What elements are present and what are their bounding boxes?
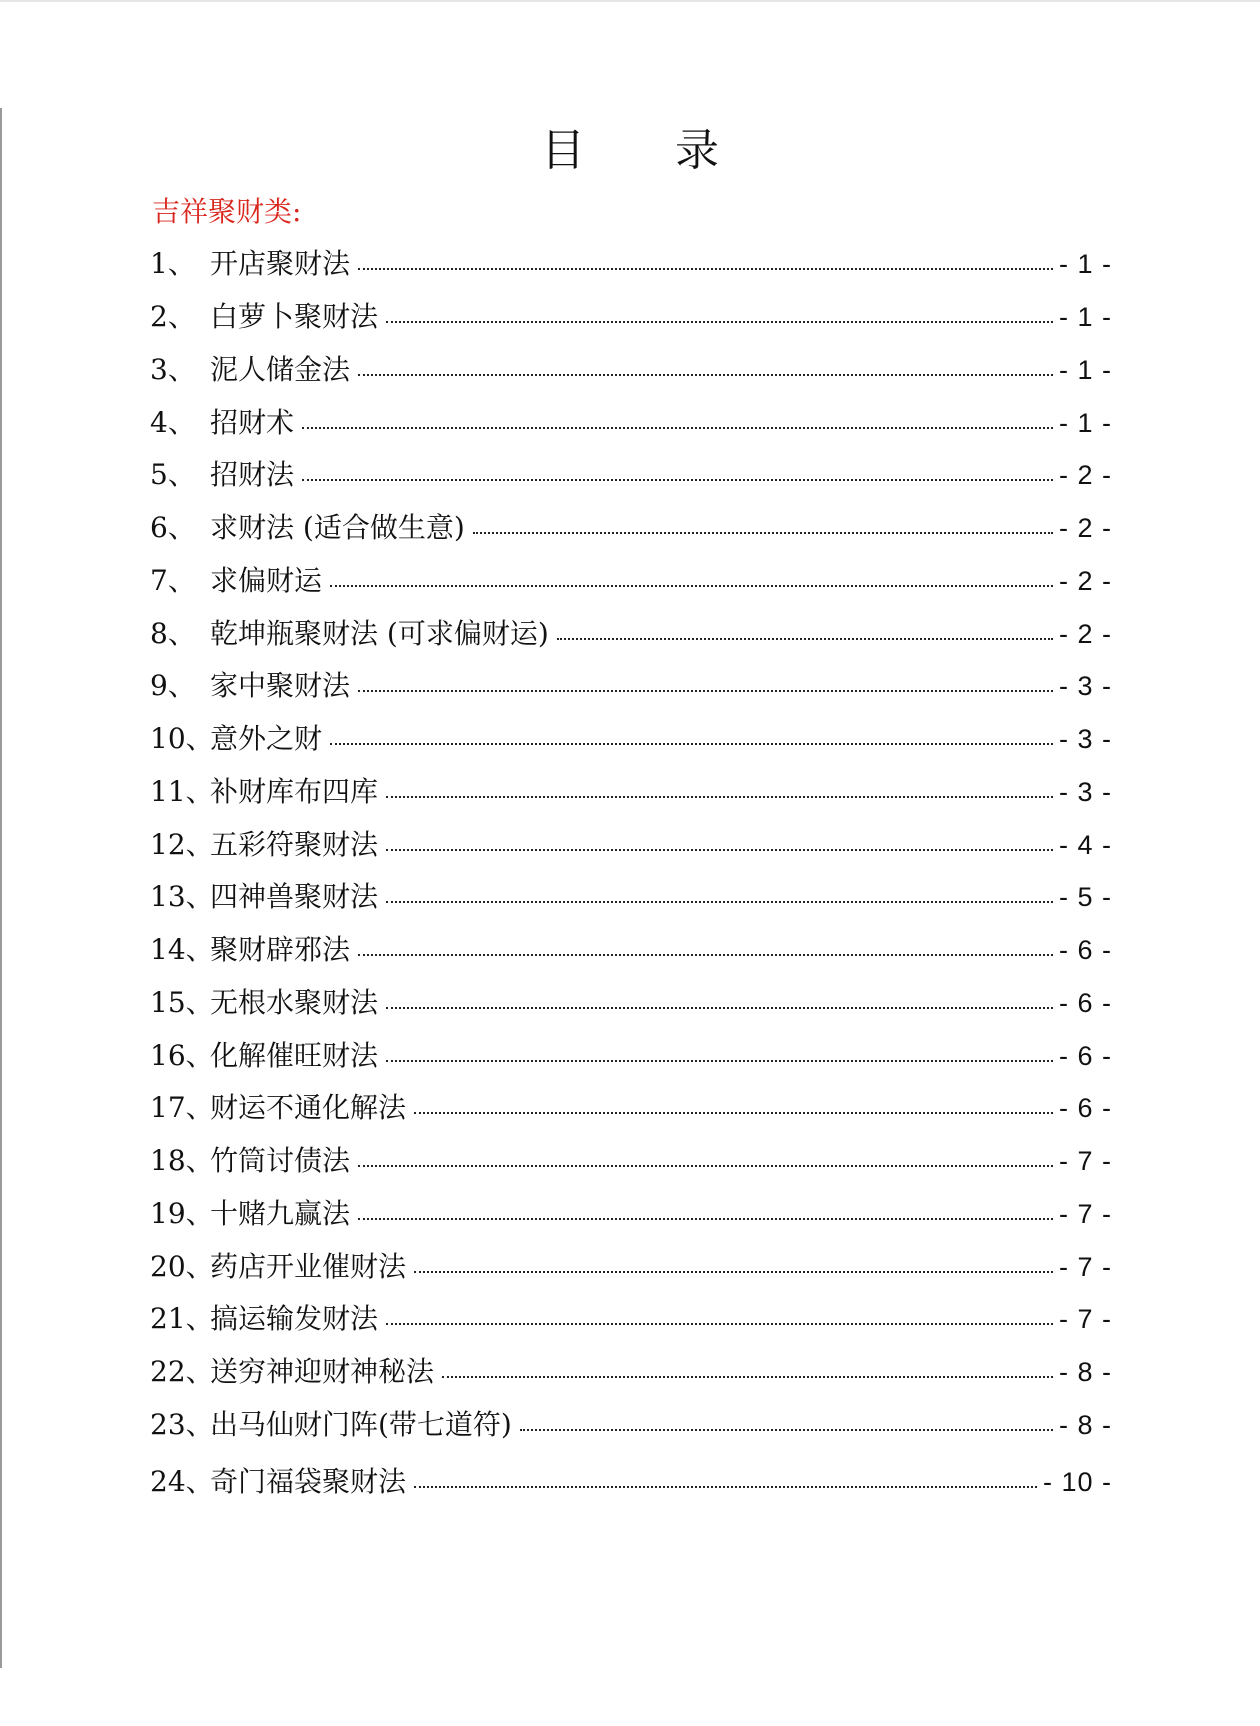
entry-number: 17、 — [150, 1091, 214, 1125]
entry-number: 13、 — [150, 880, 214, 914]
entry-title: 五彩符聚财法 — [210, 827, 379, 861]
toc-entry-14[interactable] — [150, 924, 1112, 977]
entry-page-number: - 1 - — [1058, 302, 1112, 333]
entry-title: 十赌九赢法 — [210, 1196, 351, 1230]
entry-page-number: - 3 - — [1058, 724, 1112, 755]
top-border — [0, 0, 1260, 2]
entry-title: 白萝卜聚财法 — [210, 300, 379, 334]
entry-title: 泥人储金法 — [210, 352, 351, 386]
entry-title: 化解催旺财法 — [210, 1038, 379, 1072]
dot-leader — [358, 954, 1053, 956]
toc-entry-21[interactable] — [150, 1293, 1112, 1346]
entry-page-number: - 8 - — [1058, 1409, 1112, 1440]
dot-leader — [330, 743, 1053, 745]
entry-number: 12、 — [150, 827, 214, 861]
entry-number: 14、 — [150, 933, 214, 967]
entry-title: 意外之财 — [210, 722, 323, 756]
dot-leader — [473, 532, 1053, 534]
entry-title: 乾坤瓶聚财法 (可求偏财运) — [210, 616, 549, 650]
toc-entry-1[interactable] — [150, 238, 1112, 291]
entry-title: 药店开业催财法 — [210, 1249, 407, 1283]
toc-entry-9[interactable] — [150, 660, 1112, 713]
entry-page-number: - 6 - — [1058, 987, 1112, 1018]
entry-page-number: - 5 - — [1058, 882, 1112, 913]
entry-page-number: - 6 - — [1058, 1040, 1112, 1071]
dot-leader — [386, 1007, 1053, 1009]
entry-number: 18、 — [150, 1144, 214, 1178]
toc-entry-8[interactable] — [150, 607, 1112, 660]
toc-entry-16[interactable] — [150, 1029, 1112, 1082]
toc-entry-4[interactable] — [150, 396, 1112, 449]
entry-title: 求财法 (适合做生意) — [210, 511, 465, 545]
toc-entry-6[interactable] — [150, 502, 1112, 555]
dot-leader — [557, 638, 1053, 640]
entry-title: 竹筒讨债法 — [210, 1144, 351, 1178]
entry-number: 5、 — [150, 458, 196, 492]
toc-entry-11[interactable] — [150, 766, 1112, 819]
entry-page-number: - 4 - — [1058, 829, 1112, 860]
entry-number: 6、 — [150, 511, 196, 545]
dot-leader — [442, 1376, 1053, 1378]
entry-title: 搞运输发财法 — [210, 1302, 379, 1336]
dot-leader — [386, 901, 1053, 903]
toc-entry-10[interactable] — [150, 713, 1112, 766]
entry-page-number: - 7 - — [1058, 1304, 1112, 1335]
dot-leader — [302, 479, 1053, 481]
section-heading: 吉祥聚财类: — [152, 195, 302, 228]
entry-page-number: - 7 - — [1058, 1198, 1112, 1229]
entry-number: 7、 — [150, 563, 196, 597]
entry-title: 开店聚财法 — [210, 247, 351, 281]
entry-page-number: - 2 - — [1058, 460, 1112, 491]
entry-number: 2、 — [150, 300, 196, 334]
entry-title: 奇门福袋聚财法 — [210, 1464, 407, 1498]
dot-leader — [414, 1112, 1053, 1114]
toc-entry-2[interactable] — [150, 291, 1112, 344]
toc-entry-3[interactable] — [150, 344, 1112, 397]
entry-number: 15、 — [150, 985, 214, 1019]
toc-entry-18[interactable] — [150, 1135, 1112, 1188]
dot-leader — [414, 1271, 1053, 1273]
entry-title: 送穷神迎财神秘法 — [210, 1355, 435, 1389]
toc-entry-23[interactable] — [150, 1399, 1112, 1452]
toc-entry-19[interactable] — [150, 1188, 1112, 1241]
dot-leader — [520, 1429, 1053, 1431]
dot-leader — [358, 1165, 1053, 1167]
entry-title: 求偏财运 — [210, 563, 323, 597]
dot-leader — [302, 427, 1053, 429]
entry-title: 四神兽聚财法 — [210, 880, 379, 914]
entry-page-number: - 1 - — [1058, 407, 1112, 438]
toc-entry-5[interactable] — [150, 449, 1112, 502]
entry-page-number: - 2 - — [1058, 618, 1112, 649]
dot-leader — [386, 321, 1053, 323]
dot-leader — [386, 1060, 1053, 1062]
entry-title: 招财法 — [210, 458, 295, 492]
dot-leader — [386, 1323, 1053, 1325]
dot-leader — [386, 849, 1053, 851]
entry-title: 聚财辟邪法 — [210, 933, 351, 967]
entry-number: 21、 — [150, 1302, 214, 1336]
toc-entry-20[interactable] — [150, 1240, 1112, 1293]
entry-number: 9、 — [150, 669, 196, 703]
entry-number: 22、 — [150, 1355, 214, 1389]
entry-title: 财运不通化解法 — [210, 1091, 407, 1125]
entry-page-number: - 8 - — [1058, 1357, 1112, 1388]
entry-number: 1、 — [150, 247, 196, 281]
entry-page-number: - 3 - — [1058, 671, 1112, 702]
entry-title: 出马仙财门阵(带七道符) — [210, 1407, 512, 1441]
entry-number: 11、 — [150, 774, 214, 808]
entry-number: 8、 — [150, 616, 196, 650]
entry-number: 4、 — [150, 405, 196, 439]
entry-number: 20、 — [150, 1249, 214, 1283]
table-of-contents — [150, 238, 1112, 1508]
dot-leader — [358, 374, 1053, 376]
entry-number: 10、 — [150, 722, 214, 756]
dot-leader — [358, 690, 1053, 692]
toc-entry-24[interactable] — [150, 1455, 1112, 1508]
entry-page-number: - 1 - — [1058, 249, 1112, 280]
entry-number: 23、 — [150, 1407, 214, 1441]
toc-entry-12[interactable] — [150, 818, 1112, 871]
dot-leader — [358, 1218, 1053, 1220]
entry-number: 3、 — [150, 352, 196, 386]
entry-title: 补财库布四库 — [210, 774, 379, 808]
dot-leader — [330, 585, 1053, 587]
left-border — [0, 108, 2, 1668]
entry-page-number: - 10 - — [1042, 1466, 1112, 1497]
toc-entry-7[interactable] — [150, 555, 1112, 608]
entry-number: 16、 — [150, 1038, 214, 1072]
dot-leader — [386, 796, 1053, 798]
entry-page-number: - 1 - — [1058, 354, 1112, 385]
entry-title: 无根水聚财法 — [210, 985, 379, 1019]
toc-entry-17[interactable] — [150, 1082, 1112, 1135]
dot-leader — [414, 1486, 1037, 1488]
entry-title: 家中聚财法 — [210, 669, 351, 703]
entry-page-number: - 3 - — [1058, 776, 1112, 807]
entry-number: 24、 — [150, 1464, 214, 1498]
page-title: 目 录 — [541, 125, 757, 176]
entry-page-number: - 2 - — [1058, 513, 1112, 544]
entry-page-number: - 2 - — [1058, 565, 1112, 596]
entry-title: 招财术 — [210, 405, 295, 439]
entry-page-number: - 7 - — [1058, 1146, 1112, 1177]
toc-entry-22[interactable] — [150, 1346, 1112, 1399]
dot-leader — [358, 268, 1053, 270]
entry-page-number: - 6 - — [1058, 1093, 1112, 1124]
entry-number: 19、 — [150, 1196, 214, 1230]
entry-page-number: - 7 - — [1058, 1251, 1112, 1282]
toc-entry-15[interactable] — [150, 977, 1112, 1030]
toc-entry-13[interactable] — [150, 871, 1112, 924]
entry-page-number: - 6 - — [1058, 935, 1112, 966]
